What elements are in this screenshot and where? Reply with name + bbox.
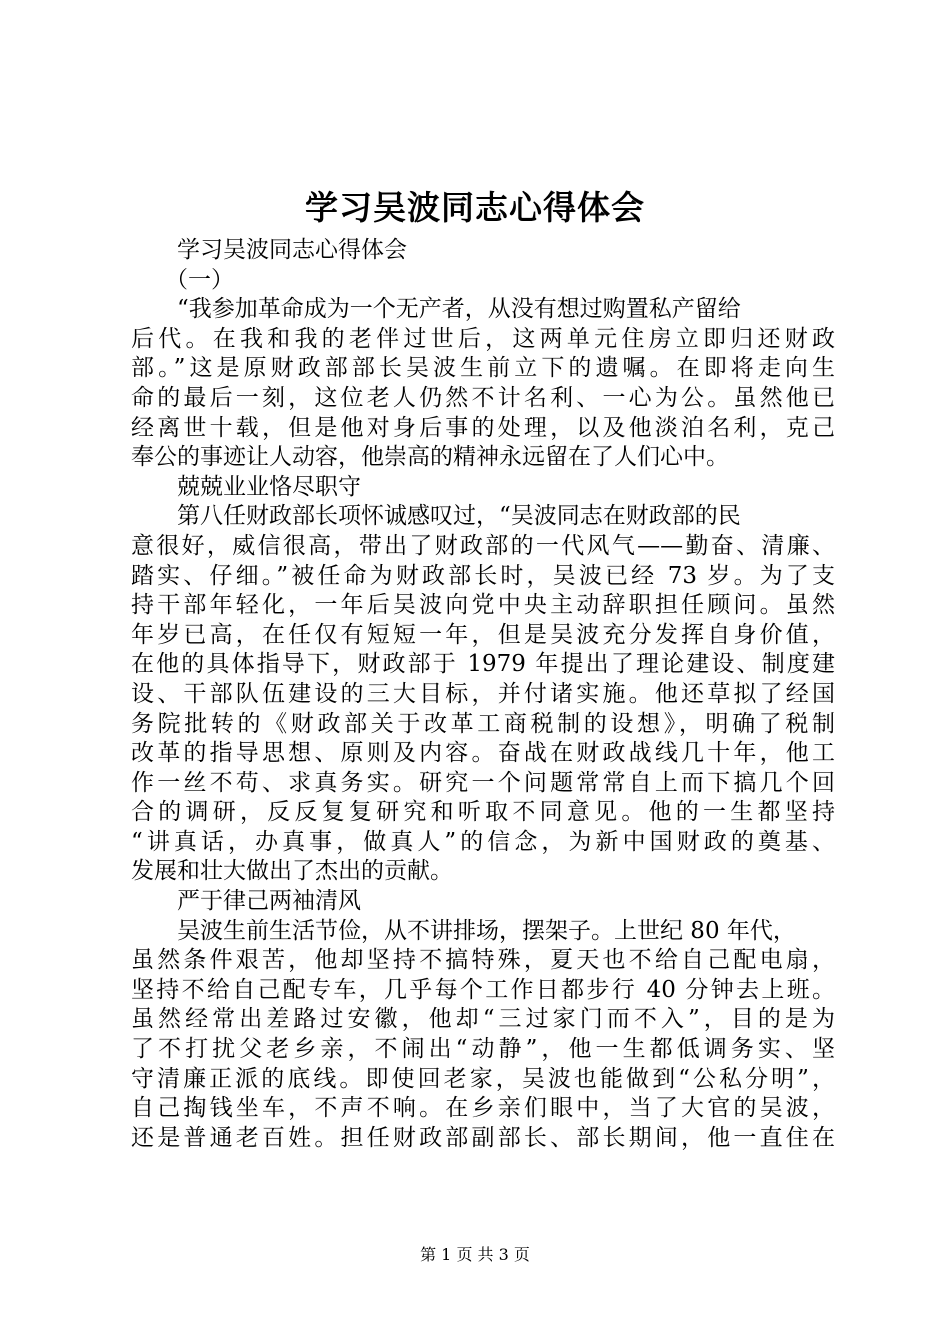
text-line: 设、干部队伍建设的三大目标，并付诸实施。他还草拟了经国	[131, 680, 835, 707]
text-line: “我参加革命成为一个无产者，从没有想过购置私产留给	[177, 296, 741, 323]
text-line: 坚持不给自己配专车，几乎每个工作日都步行 40 分钟去上班。	[131, 976, 835, 1003]
text-line: 发展和壮大做出了杰出的贡献。	[131, 858, 453, 885]
text-line: 作一丝不苟、求真务实。研究一个问题常常自上而下搞几个回	[131, 769, 835, 796]
text-line: 严于律己两袖清风	[177, 888, 361, 915]
section-marker: （一）	[165, 266, 234, 293]
document-subtitle: 学习吴波同志心得体会	[177, 237, 407, 263]
text-line: 后代。在我和我的老伴过世后，这两单元住房立即归还财政	[131, 325, 835, 352]
text-line: 务院批转的《财政部关于改革工商税制的设想》，明确了税制	[131, 710, 835, 737]
paragraph-lines	[131, 295, 835, 1153]
text-line: 改革的指导思想、原则及内容。奋战在财政战线几十年，他工	[131, 740, 835, 767]
document-title: 学习吴波同志心得体会	[305, 188, 645, 227]
text-line: 踏实、仔细。”被任命为财政部长时，吴波已经 73 岁。为了支	[131, 562, 835, 589]
text-line: 吴波生前生活节俭，从不讲排场，摆架子。上世纪 80 年代，	[177, 917, 796, 944]
text-line: 意很好，威信很高，带出了财政部的一代风气——勤奋、清廉、	[131, 532, 835, 559]
text-line: 在他的具体指导下，财政部于 1979 年提出了理论建设、制度建	[131, 651, 835, 678]
text-line: 自己掏钱坐车，不声不响。在乡亲们眼中，当了大官的吴波，	[131, 1095, 835, 1122]
document-body	[131, 236, 835, 1153]
text-line: 经离世十载，但是他对身后事的处理，以及他淡泊名利，克己	[131, 414, 835, 441]
text-line: 了不打扰父老乡亲，不闹出“动静”，他一生都低调务实、坚	[131, 1036, 835, 1063]
page-footer: 第 1 页 共 3 页	[420, 1245, 530, 1264]
text-line: 虽然条件艰苦，他却坚持不搞特殊，夏天也不给自己配电扇，	[131, 947, 835, 974]
text-line: 年岁已高，在任仅有短短一年，但是吴波充分发挥自身价值，	[131, 621, 835, 648]
text-line: “讲真话，办真事，做真人”的信念，为新中国财政的奠基、	[131, 828, 835, 855]
text-line: 还是普通老百姓。担任财政部副部长、部长期间，他一直住在	[131, 1124, 835, 1151]
text-line: 守清廉正派的底线。即使回老家，吴波也能做到“公私分明”，	[131, 1065, 835, 1092]
text-line: 命的最后一刻，这位老人仍然不计名利、一心为公。虽然他已	[131, 384, 835, 411]
text-line: 奉公的事迹让人动容，他崇高的精神永远留在了人们心中。	[131, 444, 729, 471]
text-line: 持干部年轻化，一年后吴波向党中央主动辞职担任顾问。虽然	[131, 592, 835, 619]
text-line: 虽然经常出差路过安徽，他却“三过家门而不入”，目的是为	[131, 1006, 835, 1033]
text-line: 兢兢业业恪尽职守	[177, 473, 361, 500]
text-line: 第八任财政部长项怀诚感叹过，“吴波同志在财政部的民	[177, 503, 741, 530]
text-line: 部。”这是原财政部部长吴波生前立下的遗嘱。在即将走向生	[131, 355, 835, 382]
text-line: 合的调研，反反复复研究和听取不同意见。他的一生都坚持	[131, 799, 835, 826]
